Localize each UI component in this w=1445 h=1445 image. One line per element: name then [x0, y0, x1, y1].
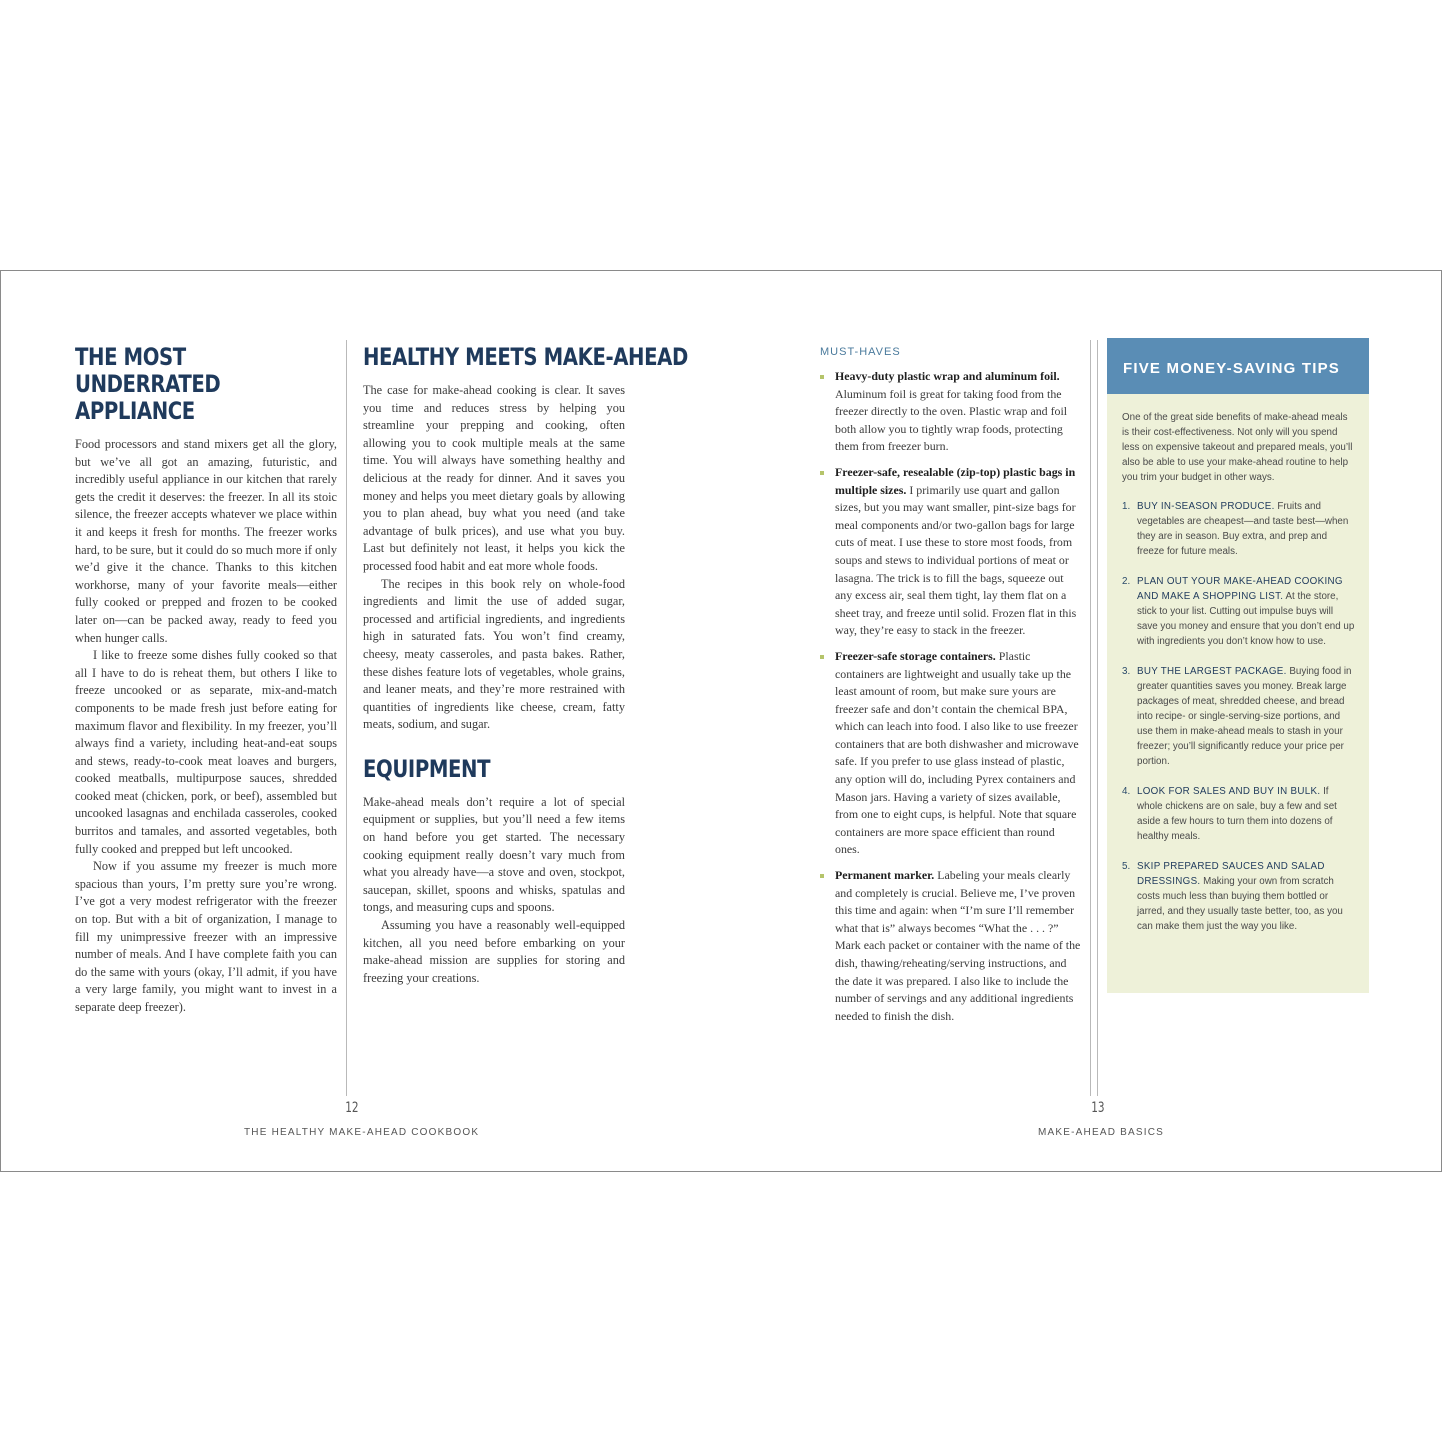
- item-title: Freezer-safe, resealable (zip-top) plastic bags in multiple sizes.: [835, 464, 1076, 497]
- item-text: Plastic containers are lightweight and usually take up the least amount of room, but make sure yours are freezer safe and don’t contain the chemical BPA, which can leach into food. I also like to use freezer containers that are both dishwasher and microwave safe. If you prefer to use glass instead of plastic, any option will do, including Pyrex containers and Mason jars. Having a variety of sizes available, from one to eight cups, is helpful. Note that square containers are more space efficient than round ones.: [835, 648, 1079, 857]
- paragraph: I like to freeze some dishes fully cooked so that all I have to do is reheat them, but others I like to freeze uncooked or as separate, mix-and-match components to be made fresh just before eating for maximum flavor and flexibility. In my freezer, you’ll always find a variety, including heat-and-eat soups and stews, ready-to-cook meat loaves and burgers, cooked meatballs, multipurpose sauces, shredded cooked meat (chicken, pork, or beef), assembled but uncooked lasagnas and enchilada casseroles, cooked burritos and tamales, and assorted vegetables, both fully cooked and prepped but left uncooked.: [75, 648, 337, 856]
- list-item: [820, 867, 1082, 1025]
- tip-item: [1122, 664, 1355, 769]
- paragraph: Assuming you have a reasonably well-equipped kitchen, all you need before embarking on your make-ahead mission are supplies for storing and freezing your creations.: [363, 918, 625, 985]
- running-head-left: THE HEALTHY MAKE-AHEAD COOKBOOK: [244, 1127, 480, 1138]
- item-title: Freezer-safe storage containers.: [835, 648, 996, 663]
- tip-text: Making your own from scratch costs much less than buying them bottled or jarred, and they usually taste better, too, as you can make them just the way you like.: [1137, 876, 1343, 932]
- heading-most-underrated-appliance: THE MOST UNDERRATED APPLIANCE: [75, 343, 221, 425]
- heading-healthy-meets-make-ahead: HEALTHY MEETS MAKE-AHEAD: [363, 343, 688, 371]
- must-haves-heading: MUST-HAVES: [820, 346, 901, 358]
- body-equipment: [363, 794, 625, 988]
- tip-item: [1122, 499, 1355, 559]
- tips-list: [1107, 485, 1369, 934]
- tip-title: SKIP PREPARED SAUCES AND SALAD DRESSINGS.: [1137, 861, 1325, 887]
- heading-equipment: EQUIPMENT: [363, 754, 491, 783]
- tip-number: 4.: [1122, 786, 1131, 797]
- tip-title: BUY IN-SEASON PRODUCE.: [1137, 501, 1275, 512]
- section-title-underrated: [75, 344, 395, 425]
- page-number-left: 12: [345, 1100, 359, 1116]
- list-item: [820, 648, 1082, 859]
- paragraph: Make-ahead meals don’t require a lot of special equipment or supplies, but you’ll need a few items on hand before you get started. The necessary cooking equipment really doesn’t vary much from what you already have—a stove and oven, stockpot, saucepan, skillet, spoons and whisks, spatulas and tongs, and measuring cups and spoons.: [363, 794, 625, 915]
- money-saving-tips-box: [1107, 338, 1369, 993]
- must-haves-list: [820, 368, 1082, 1025]
- page-number-right: 13: [1091, 1100, 1105, 1116]
- bullet-icon: [820, 375, 824, 379]
- tip-number: 3.: [1122, 666, 1131, 677]
- tip-item: [1122, 574, 1355, 649]
- list-item: [820, 368, 1082, 456]
- column-divider: [1090, 340, 1091, 1096]
- bullet-icon: [820, 655, 824, 659]
- item-text: I primarily use quart and gallon sizes, but you may want smaller, pint-size bags for meal components and/or two-gallon bags for large cuts of meat. I use these to store most foods, from soups and stews to individual portions of meat or lasagna. The trick is to fill the bags, squeeze out any excess air, seal them tight, lay them flat on a sheet tray, and freeze until solid. Frozen flat in this way, they’re easy to stack in the freezer.: [835, 482, 1077, 638]
- tip-item: [1122, 784, 1355, 844]
- tip-text: If whole chickens are on sale, buy a few and set aside a few hours to turn them into dozens of healthy meals.: [1137, 786, 1337, 842]
- item-title: Heavy-duty plastic wrap and aluminum foil.: [835, 369, 1060, 383]
- column-underrated-appliance: [75, 344, 337, 1017]
- tip-title: PLAN OUT YOUR MAKE-AHEAD COOKING AND MAKE A SHOPPING LIST.: [1137, 576, 1343, 602]
- column-must-haves: [820, 346, 1082, 1033]
- tips-title: FIVE MONEY-SAVING TIPS: [1107, 338, 1369, 394]
- tip-text: At the store, stick to your list. Cutting out impulse buys will save you money and ensure that you don’t end up with ingredients you don’t know how to use.: [1137, 591, 1355, 647]
- paragraph: The case for make-ahead cooking is clear. It saves you time and reduces stress by helping you streamline your prepping and cooking, often allowing you to cook multiple meals at the same time. You will always have something healthy and delicious at the ready for dinner. And it saves you money and helps you meet dietary goals by allowing you to plan ahead, buy what you need (and take advantage of bulk prices), and use what you buy. Last but definitely not least, it helps you kick the processed food habit and eat more whole foods.: [363, 383, 625, 573]
- tips-intro: One of the great side benefits of make-ahead meals is their cost-effectiveness. Not only will you spend less on expensive takeout and prepared meals, you’ll also be able to use your make-ahead routine to help you trim your budget in other ways.: [1122, 412, 1353, 483]
- body-healthy: [363, 382, 625, 734]
- tip-text: Buying food in greater quantities saves you money. Break large packages of meat, shredded cheese, and bread into recipe- or single-serving-size portions, and use them in make-ahead meals to stash in your freezer; you’ll significantly reduce your price per portion.: [1137, 666, 1352, 767]
- column-divider: [346, 340, 347, 1096]
- tip-item: [1122, 859, 1355, 934]
- paragraph: Now if you assume my freezer is much more spacious than yours, I’m pretty sure you’re wrong. I’ve got a very modest refrigerator with the freezer on top. But with a bit of organization, I manage to fill my unimpressive freezer with an impressive number of meals. And I have complete faith you can do the same with yours (okay, I’ll admit, if you have a very large family, you might want to invest in a separate deep freezer).: [75, 859, 337, 1014]
- bullet-icon: [820, 471, 824, 475]
- column-healthy-make-ahead: [363, 343, 688, 987]
- paragraph: Food processors and stand mixers get all the glory, but we’ve all got an amazing, futuristic, and incredibly useful appliance in our kitchen that rarely gets the credit it deserves: the freezer. In all its stoic silence, the freezer accepts whatever we place within it and keeps it fresh for months. The freezer works hard, to be sure, but it could do so much more if only we’d give it the chance. Thanks to this kitchen workhorse, many of your favorite meals—either fully cooked or prepped and frozen to be cooked later on—can be packed away, ready to feed you when hunger calls.: [75, 437, 337, 645]
- bullet-icon: [820, 874, 824, 878]
- item-text: Labeling your meals clearly and completely is crucial. Believe me, I’ve proven this time and again: when “I’m sure I’ll remember what that is” always becomes “What the . . . ?” Mark each packet or container with the name of the dish, thawing/reheating/serving instructions, and the date it was prepared. I also like to include the number of servings and any additional ingredients needed to finish the dish.: [835, 868, 1081, 1023]
- column-divider: [1097, 340, 1098, 1096]
- item-title: Permanent marker.: [835, 868, 935, 883]
- body-underrated: [75, 436, 337, 1017]
- paragraph: The recipes in this book rely on whole-food ingredients and limit the use of added sugar, processed and artificial ingredients, and ingredients high in saturated fats. You won’t find creamy, cheesy, meaty casseroles, and pasta bakes. Rather, these dishes feature lots of vegetables, whole grains, and leaner meats, and they’re more restrained with quantities of ingredients like cheese, cream, fatty meats, sodium, and sugar.: [363, 576, 625, 732]
- tip-title: BUY THE LARGEST PACKAGE.: [1137, 666, 1287, 677]
- running-head-right: MAKE-AHEAD BASICS: [1038, 1127, 1164, 1138]
- tip-number: 1.: [1122, 501, 1131, 512]
- item-text: Aluminum foil is great for taking food from the freezer directly to the oven. Plastic wrap and foil both allow you to tightly wrap foods, protecting them from freezer burn.: [835, 386, 1068, 454]
- tip-title: LOOK FOR SALES AND BUY IN BULK.: [1137, 786, 1321, 797]
- list-item: [820, 464, 1082, 640]
- tip-number: 5.: [1122, 861, 1131, 872]
- tip-number: 2.: [1122, 576, 1131, 587]
- tip-text: Fruits and vegetables are cheapest—and taste best—when they are in season. Buy extra, and prep and freeze for future meals.: [1137, 501, 1349, 557]
